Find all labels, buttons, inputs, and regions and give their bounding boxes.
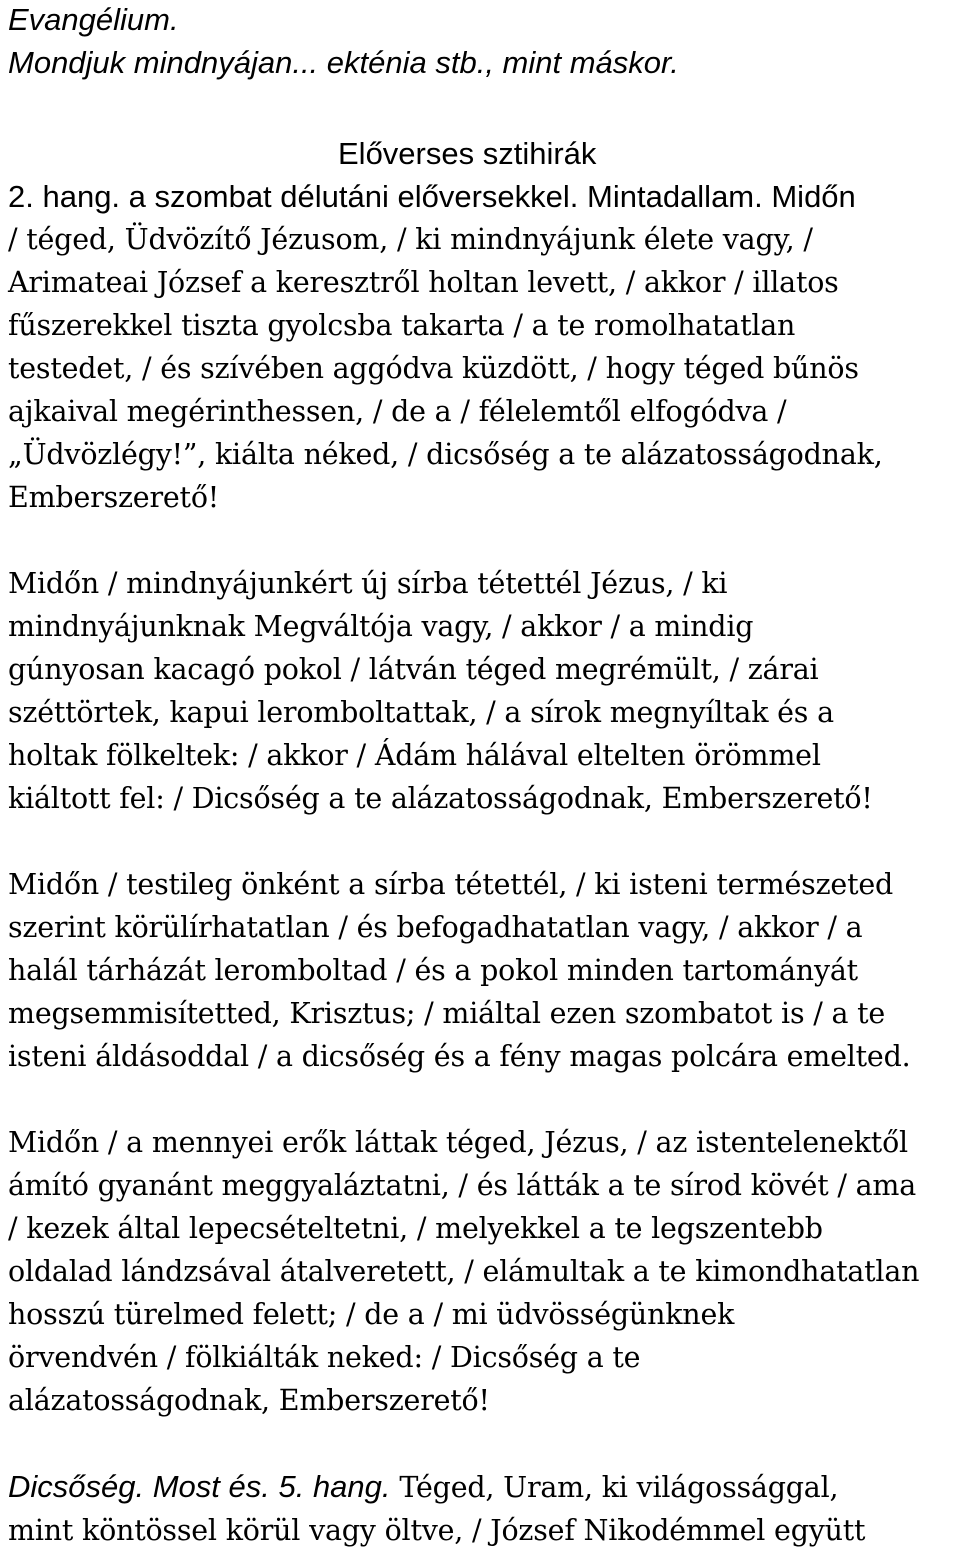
stanza-2-line: Midőn / mindnyájunkért új sírba tétettél Jézus, / ki (8, 567, 728, 600)
stanza-4-line: ámító gyanánt meggyaláztatni, / és látták a te sírod kövét / ama (8, 1169, 917, 1202)
stanza-4-line: oldalad lándzsával átalveretett, / elámultak a te kimondhatatlan (8, 1255, 920, 1288)
stanza-3-line: Midőn / testileg önként a sírba tétettél, / ki isteni természeted (8, 868, 894, 901)
stanza-4-line: örvendvén / fölkiálták neked: / Dicsőség a te (8, 1341, 641, 1374)
stanza-4 (8, 1121, 956, 1422)
stanza-2-line: kiáltott fel: / Dicsőség a te alázatosságodnak, Emberszerető! (8, 782, 873, 815)
stanza-2 (8, 562, 956, 820)
stanza-1-line-1: 2. hang. a szombat délutáni előversekkel. Mintadallam. Midőn (8, 179, 856, 214)
header-block (8, 0, 956, 84)
header-line-ektenia: Mondjuk mindnyájan... ekténia stb., mint máskor. (8, 45, 679, 80)
stanza-1-line-2: / téged, Üdvözítő Jézusom, / ki mindnyájunk élete vagy, / (8, 223, 813, 256)
spacer (8, 84, 956, 132)
stanza-2-line: holtak fölkeltek: / akkor / Ádám hálával eltelten örömmel (8, 739, 821, 772)
header-line-evangelium: Evangélium. (8, 2, 179, 37)
spacer (8, 1078, 956, 1121)
stanza-2-line: gúnyosan kacagó pokol / látván téged megrémült, / zárai (8, 653, 819, 686)
stanza-5-line-2: mint köntössel körül vagy öltve, / József Nikodémmel együtt (8, 1514, 866, 1547)
stanza-3-line: isteni áldásoddal / a dicsőség és a fény magas polcára emelted. (8, 1040, 911, 1073)
stanza-1-line-4: fűszerekkel tiszta gyolcsba takarta / a te romolhatatlan (8, 309, 796, 342)
stanza-4-line: / kezek által lepecsételtetni, / melyekkel a te legszentebb (8, 1212, 823, 1245)
stanza-2-line: mindnyájunknak Megváltója vagy, / akkor / a mindig (8, 610, 754, 643)
stanza-1-line-7: „Üdvözlégy!”, kiálta néked, / dicsőség a te alázatosságodnak, (8, 438, 883, 471)
stanza-1-line-3: Arimateai József a keresztről holtan levett, / akkor / illatos (8, 266, 839, 299)
spacer (8, 820, 956, 863)
stanza-4-line: Midőn / a mennyei erők láttak téged, Jézus, / az istentelenektől (8, 1126, 908, 1159)
stanza-5-line-1-text: Téged, Uram, ki világossággal, (390, 1471, 839, 1504)
stanza-1-line-5: testedet, / és szívében aggódva küzdött, / hogy téged bűnös (8, 352, 859, 385)
spacer (8, 1422, 956, 1465)
stanza-5-line-1 (8, 1465, 956, 1509)
stanza-3-line: megsemmisítetted, Krisztus; / miáltal ezen szombatot is / a te (8, 997, 886, 1030)
stanza-4-line: alázatosságodnak, Emberszerető! (8, 1384, 490, 1417)
stanza-5-intro: Dicsőség. Most és. 5. hang. (8, 1469, 391, 1504)
stanza-3-line: halál tárházát leromboltad / és a pokol minden tartományát (8, 954, 858, 987)
document-page (8, 0, 956, 1552)
stanza-3 (8, 863, 956, 1078)
stanza-1-line-6: ajkaival megérinthessen, / de a / félelemtől elfogódva / (8, 395, 787, 428)
stanza-3-line: szerint körülírhatatlan / és befogadhatatlan vagy, / akkor / a (8, 911, 863, 944)
spacer (8, 519, 956, 562)
stanza-1 (8, 175, 956, 519)
stanza-4-line: hosszú türelmed felett; / de a / mi üdvösségünknek (8, 1298, 735, 1331)
section-heading: Előverses sztihirák (338, 136, 597, 171)
stanza-2-line: széttörtek, kapui leromboltattak, / a sírok megnyíltak és a (8, 696, 834, 729)
stanza-1-line-8: Emberszerető! (8, 481, 220, 514)
